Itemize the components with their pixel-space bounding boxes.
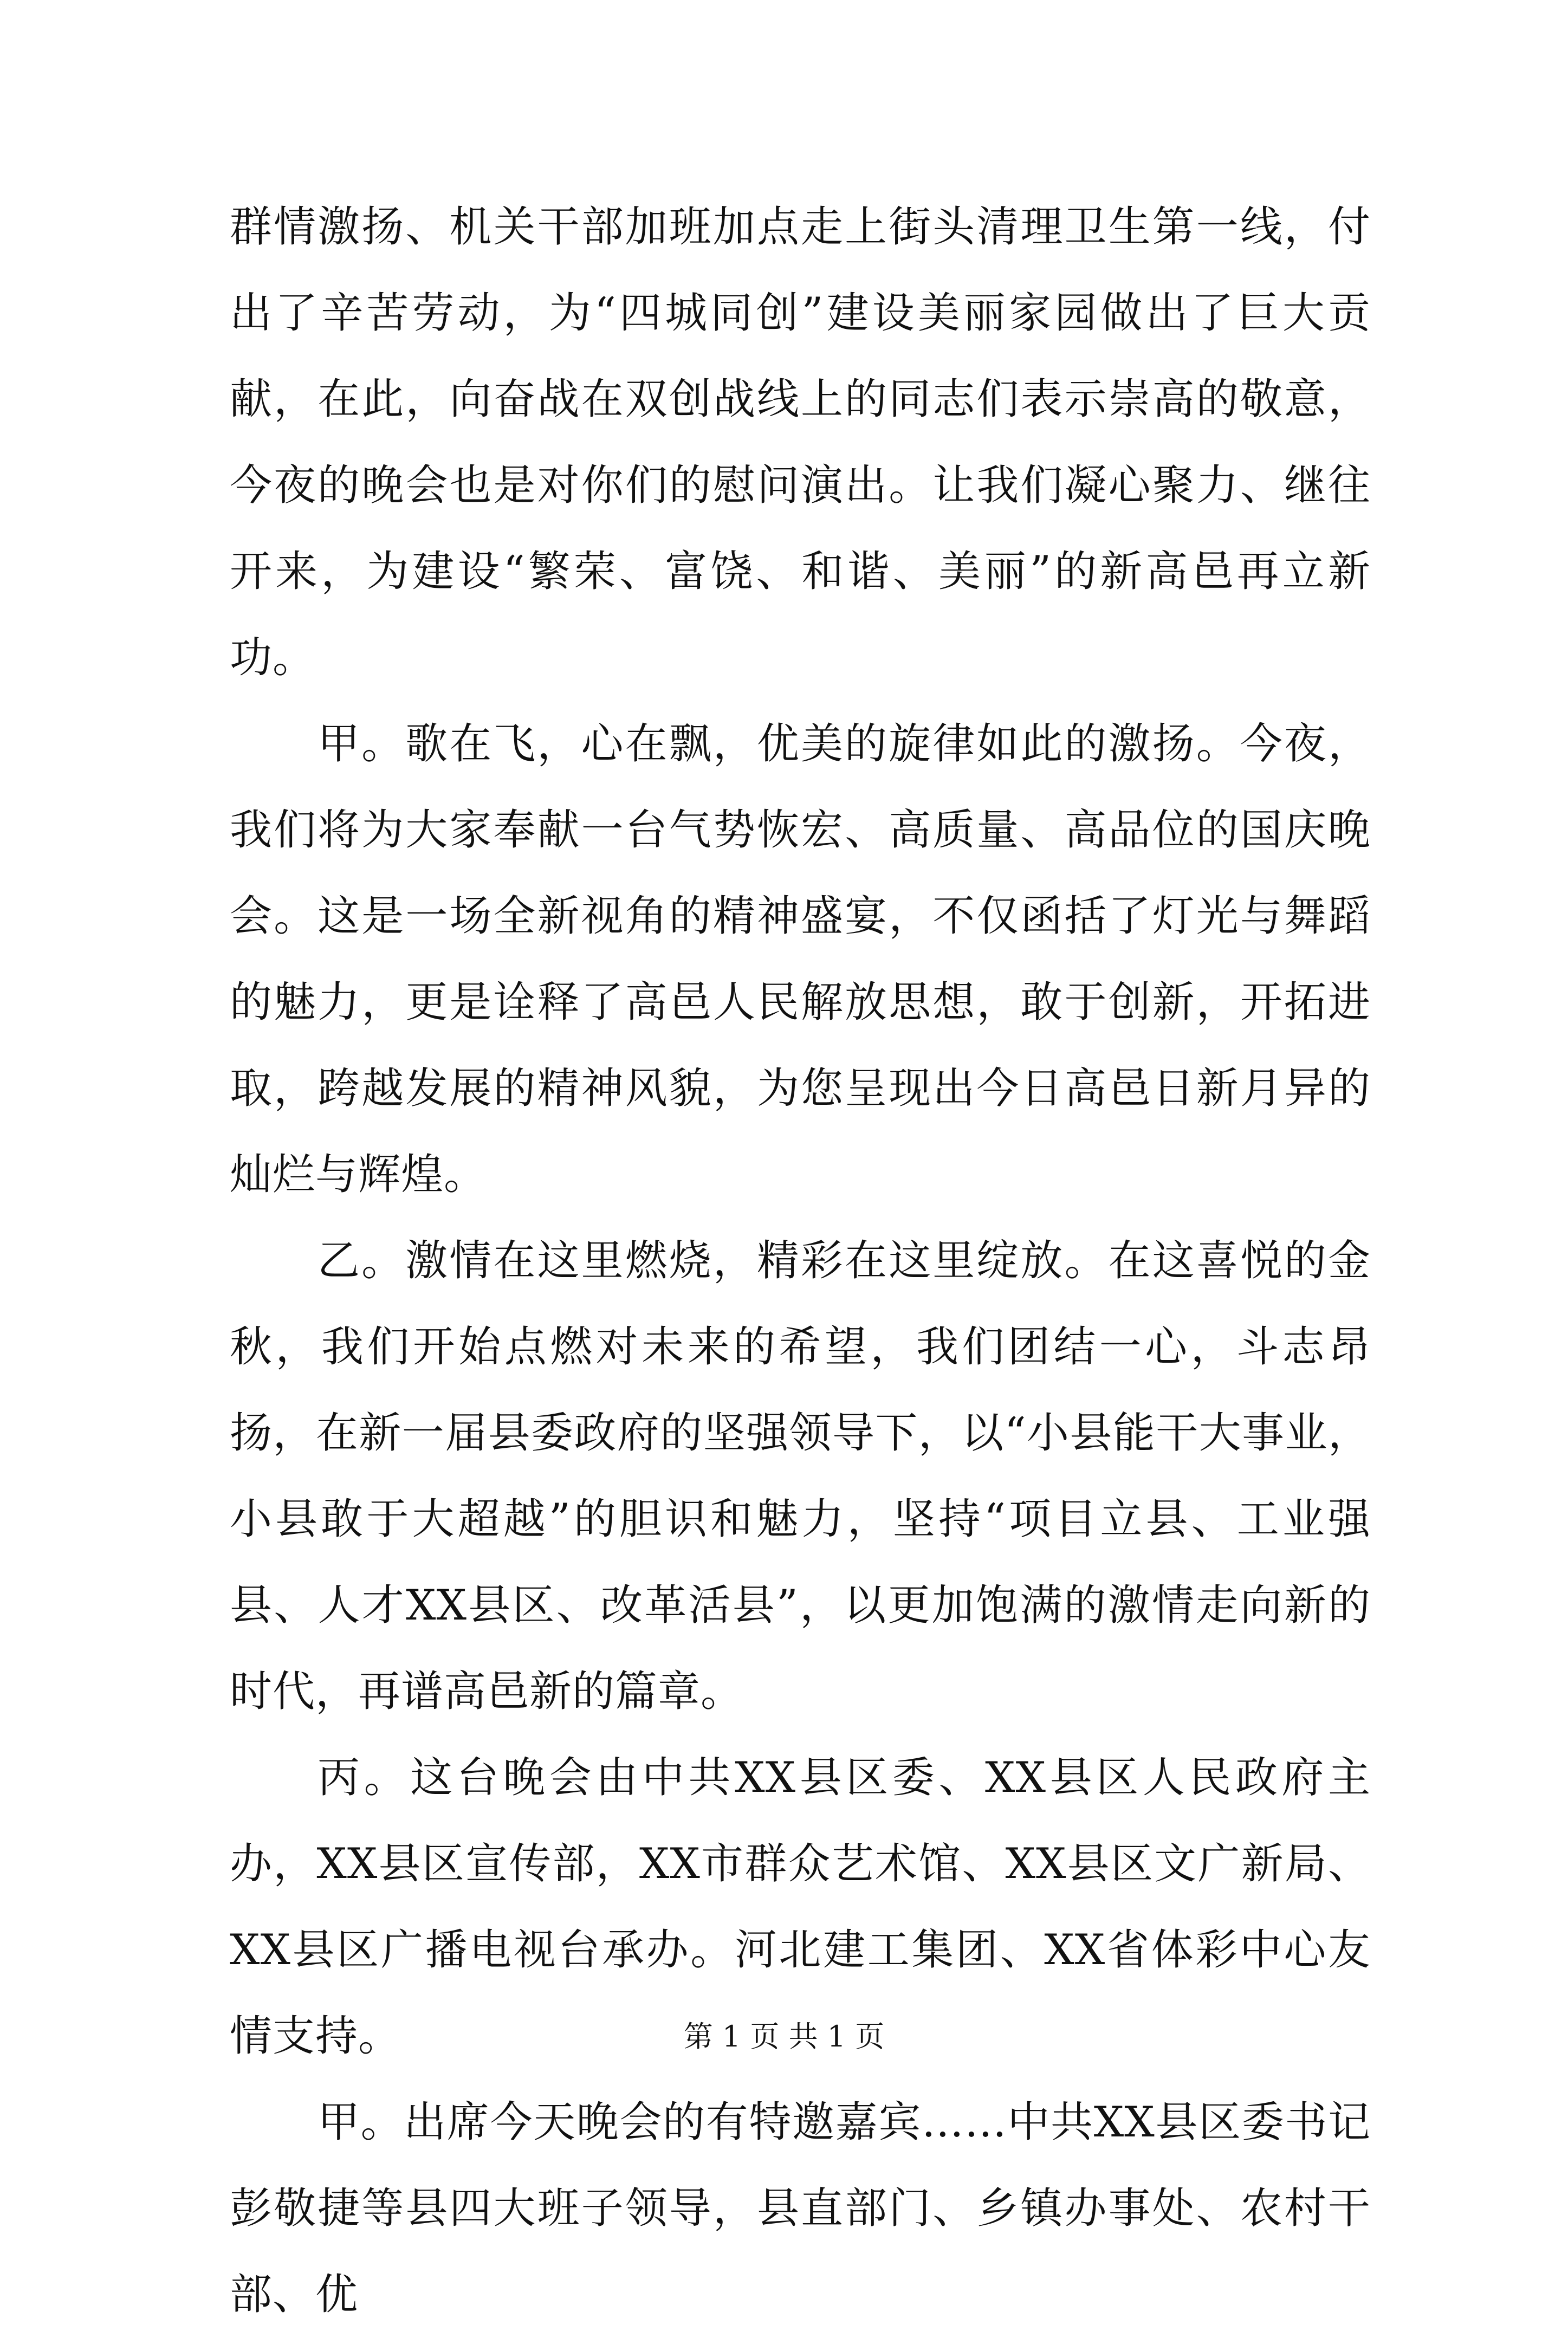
paragraph-jia-opening: 甲。歌在飞，心在飘，优美的旋律如此的激扬。今夜，我们将为大家奉献一台气势恢宏、高质量、高品位的国庆晚会。这是一场全新视角的精神盛宴，不仅函括了灯光与舞蹈的魅力，更是诠释了高邑人民解放思想，敢于创新，开拓进取，跨越发展的精神风貌，为您呈现出今日高邑日新月异的灿烂与辉煌。 xyxy=(230,720,1371,1199)
paragraph-bing: 丙。这台晚会由中共XX县区委、XX县区人民政府主办，XX县区宣传部，XX市群众艺术馆、XX县区文广新局、XX县区广播电视台承办。河北建工集团、XX省体彩中心友情支持。 xyxy=(230,1753,1371,2061)
page-footer: 第 1 页 共 1 页 xyxy=(683,2019,885,2054)
paragraph-yi: 乙。激情在这里燃烧，精彩在这里绽放。在这喜悦的金秋，我们开始点燃对未来的希望，我们团结一心，斗志昂扬，在新一届县委政府的坚强领导下，以“小县能干大事业，小县敢于大超越”的胆识和魅力，坚持“项目立县、工业强县、人才XX县区、改革活县”，以更加饱满的激情走向新的时代，再谱高邑新的篇章。 xyxy=(230,1236,1371,1716)
paragraph-continuation: 群情激扬、机关干部加班加点走上街头清理卫生第一线，付出了辛苦劳动，为“四城同创”建设美丽家园做出了巨大贡献，在此，向奋战在双创战线上的同志们表示崇高的敬意，今夜的晚会也是对你们的慰问演出。让我们凝心聚力、继往开来，为建设“繁荣、富饶、和谐、美丽”的新高邑再立新功。 xyxy=(230,203,1371,682)
document-body xyxy=(230,184,1371,2338)
paragraph-jia-guests: 甲。出席今天晚会的有特邀嘉宾……中共XX县区委书记彭敬捷等县四大班子领导，县直部门、乡镇办事处、农村干部、优 xyxy=(230,2098,1371,2319)
